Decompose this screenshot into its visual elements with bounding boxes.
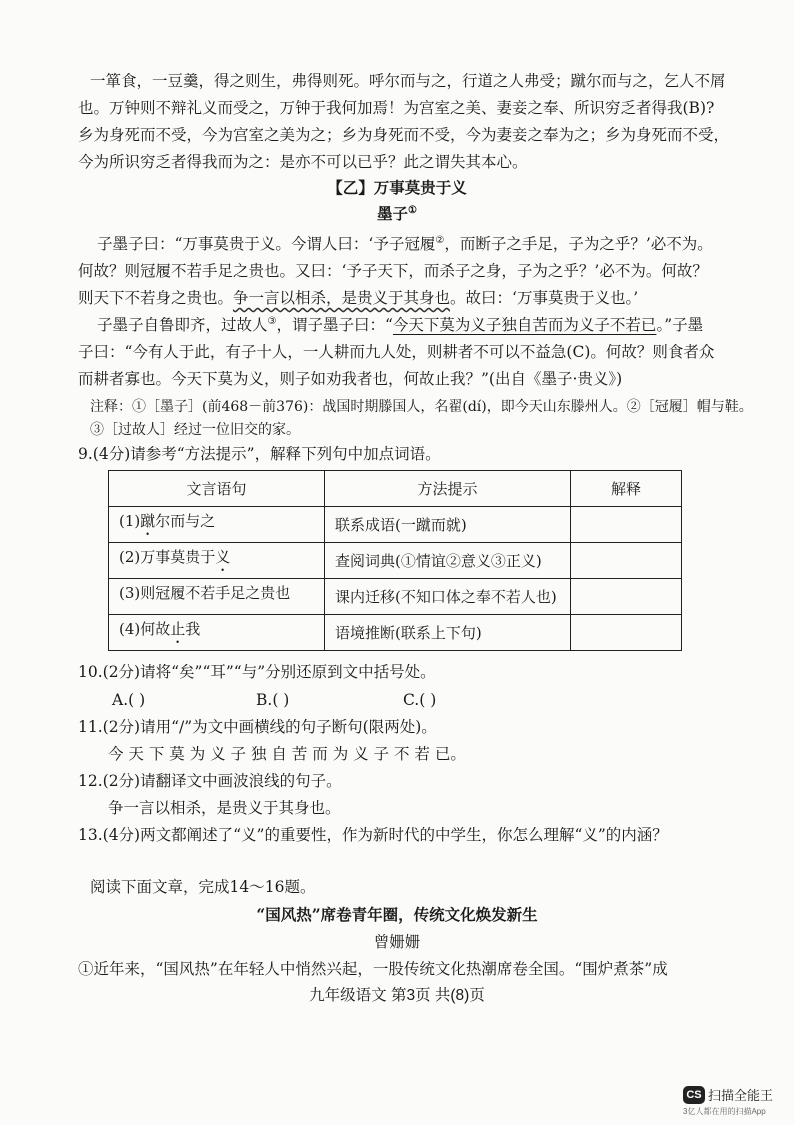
answer-cell[interactable] bbox=[571, 615, 682, 651]
table-header-row bbox=[109, 471, 682, 507]
passage-a-line-3: 乡为身死而不受，今为宫室之美为之；乡为身死而不受，今为妻妾之奉为之；乡为身死而不受， bbox=[78, 126, 730, 144]
scanner-watermark bbox=[683, 1085, 773, 1117]
answer-cell[interactable] bbox=[571, 507, 682, 543]
table-header: 文言语句 bbox=[109, 471, 325, 507]
wavy-underlined-sentence: 争一言以相杀，是贵义于其身也 bbox=[233, 289, 451, 307]
answer-cell[interactable] bbox=[571, 579, 682, 615]
passage-b-title: 【乙】万事莫贵于义 bbox=[327, 178, 467, 197]
notes-line-2: ③［过故人］经过一位旧交的家。 bbox=[90, 422, 300, 438]
footnote-mark-2: ② bbox=[435, 234, 445, 246]
notes-line-1: 注释：①［墨子］(前468－前376)：战国时期滕国人，名翟(dí)，即今天山东滕州人。②［冠履］帽与鞋。 bbox=[90, 399, 753, 415]
table-row bbox=[109, 579, 682, 615]
table-header: 解释 bbox=[571, 471, 682, 507]
answer-blank-c[interactable]: C.( ) bbox=[403, 691, 437, 709]
reading-paragraph-1: ①近年来，“国风热”在年轻人中悄然兴起，一股传统文化热潮席卷全国。“围炉煮茶”成 bbox=[78, 960, 668, 978]
passage-b-p1-line-2: 何故？则冠履不若手足之贵也。又曰：‘予子天下，而杀子之身，子为之乎？’必不为。何故？ bbox=[78, 262, 708, 280]
table-row bbox=[109, 615, 682, 651]
question-12: 12.(2分)请翻译文中画波浪线的句子。 bbox=[78, 772, 342, 790]
table-row bbox=[109, 543, 682, 579]
answer-blank-b[interactable]: B.( ) bbox=[256, 691, 290, 709]
passage-a-line-1: 一箪食，一豆羹，得之则生，弗得则死。呼尔而与之，行道之人弗受；蹴尔而与之，乞人不屑 bbox=[90, 72, 726, 90]
watermark-name: 扫描全能王 bbox=[708, 1088, 774, 1103]
hint-cell: 联系成语(一蹴而就) bbox=[325, 507, 571, 543]
table-header: 方法提示 bbox=[325, 471, 571, 507]
sentence-cell: (1)蹴尔而与之 bbox=[109, 507, 325, 543]
q12-sentence: 争一言以相杀，是贵义于其身也。 bbox=[108, 799, 341, 817]
dotted-word: 止 bbox=[170, 620, 186, 638]
question-11: 11.(2分)请用“/”为文中画横线的句子断句(限两处)。 bbox=[78, 718, 437, 736]
passage-a-line-4: 今为所识穷乏者得我而为之：是亦不可以已乎？此之谓失其本心。 bbox=[78, 153, 528, 171]
passage-b-p2-line-2: 子曰：“今有人于此，有子十人，一人耕而九人处，则耕者不可以不益急(C)。何故？则食者众 bbox=[78, 343, 715, 361]
answer-cell[interactable] bbox=[571, 543, 682, 579]
passage-a-line-2: 也。万钟则不辩礼义而受之，万钟于我何加焉！为宫室之美、妻妾之奉、所识穷乏者得我(B)? bbox=[78, 99, 715, 117]
q11-sentence: 今 天 下 莫 为 义 子 独 自 苦 而 为 义 子 不 若 已。 bbox=[108, 745, 466, 763]
question-9: 9.(4分)请参考“方法提示”，解释下列句中加点词语。 bbox=[78, 445, 441, 463]
dotted-word: 义 bbox=[215, 548, 231, 566]
watermark-subtitle: 3亿人都在用的扫描App bbox=[683, 1107, 766, 1116]
passage-b-p2-line-1: 子墨子自鲁即齐，过故人③，谓子墨子曰：“今天下莫为义子独自苦而为义子不若已。”子墨 bbox=[97, 315, 704, 334]
question-10: 10.(2分)请将“矣”“耳”“与”分别还原到文中括号处。 bbox=[78, 663, 436, 681]
dotted-word: 蹴 bbox=[140, 512, 156, 530]
table-row bbox=[109, 507, 682, 543]
hint-cell: 课内迁移(不知口体之奉不若人也) bbox=[325, 579, 571, 615]
passage-b-p1-line-3: 则天下不若身之贵也。争一言以相杀，是贵义于其身也。故曰：‘万事莫贵于义也。’ bbox=[78, 289, 639, 307]
hint-cell: 语境推断(联系上下句) bbox=[325, 615, 571, 651]
sentence-cell: (2)万事莫贵于义 bbox=[109, 543, 325, 579]
question-13: 13.(4分)两文都阐述了“义”的重要性，作为新时代的中学生，你怎么理解“义”的内涵？ bbox=[78, 826, 668, 844]
answer-blank-a[interactable]: A.( ) bbox=[112, 691, 146, 709]
page-footer: 九年级语文 第3页 共(8)页 bbox=[309, 987, 485, 1004]
footnote-mark-1: ① bbox=[408, 204, 417, 216]
sentence-cell: (3)则冠履不若手足之贵也 bbox=[109, 579, 325, 615]
passage-b-p2-line-3: 而耕者寡也。今天下莫为义，则子如劝我者也，何故止我？”(出自《墨子·贵义》) bbox=[78, 370, 623, 388]
hint-cell: 查阅词典(①情谊②意义③正义) bbox=[325, 543, 571, 579]
passage-b-p1-line-1: 子墨子曰：“万事莫贵于义。今谓人曰：‘予子冠履②，而断子之手足，子为之乎？’必不为。 bbox=[97, 234, 713, 253]
sentence-cell: (4)何故止我 bbox=[109, 615, 325, 651]
footnote-mark-3: ③ bbox=[267, 315, 277, 327]
underlined-sentence: 今天下莫为义子独自苦而为义子不若已 bbox=[392, 316, 657, 334]
camscanner-logo-icon: CS bbox=[683, 1086, 705, 1104]
reading-title: “国风热”席卷青年圈，传统文化焕发新生 bbox=[256, 905, 538, 924]
reading-author: 曾姗姗 bbox=[373, 933, 421, 951]
passage-b-author: 墨子① bbox=[377, 204, 417, 223]
vocab-table bbox=[108, 470, 682, 651]
reading-intro: 阅读下面文章，完成14～16题。 bbox=[90, 878, 316, 896]
